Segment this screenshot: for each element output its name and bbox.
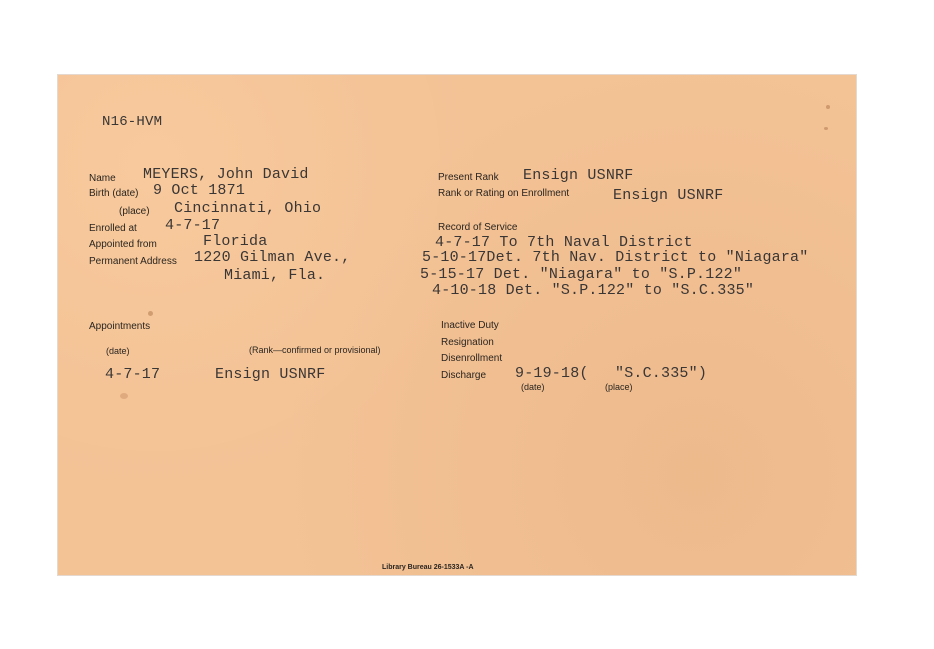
- enrolled-at-value: 4-7-17: [165, 217, 221, 234]
- birth-date-value: 9 Oct 1871: [153, 182, 246, 199]
- service-entry: 4-10-18 Det. "S.P.122" to "S.C.335": [432, 282, 755, 299]
- discharge-place-value: "S.C.335"): [615, 365, 708, 382]
- name-label: Name: [89, 173, 116, 184]
- discharge-label: Discharge: [441, 370, 487, 381]
- service-entry: 5-10-17Det. 7th Nav. District to "Niagara": [422, 249, 809, 266]
- record-card: [58, 75, 856, 575]
- present-rank-value: Ensign USNRF: [523, 167, 634, 184]
- service-entry: 5-15-17 Det. "Niagara" to "S.P.122": [420, 266, 743, 283]
- name-value: MEYERS, John David: [143, 166, 309, 183]
- address-line-1: 1220 Gilman Ave.,: [194, 249, 351, 266]
- address-line-2: Miami, Fla.: [224, 267, 326, 284]
- inactive-duty-label: Inactive Duty: [441, 320, 499, 331]
- appointed-from-label: Appointed from: [89, 239, 157, 250]
- rank-on-enrollment-value: Ensign USNRF: [613, 187, 724, 204]
- card-code: N16-HVM: [102, 114, 163, 130]
- service-entry: 4-7-17 To 7th Naval District: [435, 234, 693, 251]
- resignation-label: Resignation: [441, 337, 494, 348]
- appointment-date-column-label: (date): [106, 346, 130, 356]
- card-footer-print-code: Library Bureau 26-1533A -A: [382, 564, 474, 571]
- birth-place-value: Cincinnati, Ohio: [174, 200, 322, 217]
- discharge-place-caption: (place): [605, 382, 633, 392]
- disenrollment-label: Disenrollment: [441, 353, 503, 364]
- appointment-rank-column-label: (Rank—confirmed or provisional): [249, 345, 381, 355]
- enrolled-at-label: Enrolled at: [89, 223, 137, 234]
- appointment-date-value: 4-7-17: [105, 366, 161, 383]
- appointments-label: Appointments: [89, 321, 151, 332]
- discharge-date-value: 9-19-18(: [515, 365, 589, 382]
- present-rank-label: Present Rank: [438, 172, 499, 183]
- appointed-from-value: Florida: [203, 233, 268, 250]
- birth-date-label: Birth (date): [89, 188, 139, 199]
- record-of-service-label: Record of Service: [438, 222, 518, 233]
- permanent-address-label: Permanent Address: [89, 256, 177, 267]
- rank-on-enrollment-label: Rank or Rating on Enrollment: [438, 188, 570, 199]
- appointment-rank-value: Ensign USNRF: [215, 366, 326, 383]
- discharge-date-caption: (date): [521, 382, 545, 392]
- birth-place-label: (place): [119, 206, 150, 217]
